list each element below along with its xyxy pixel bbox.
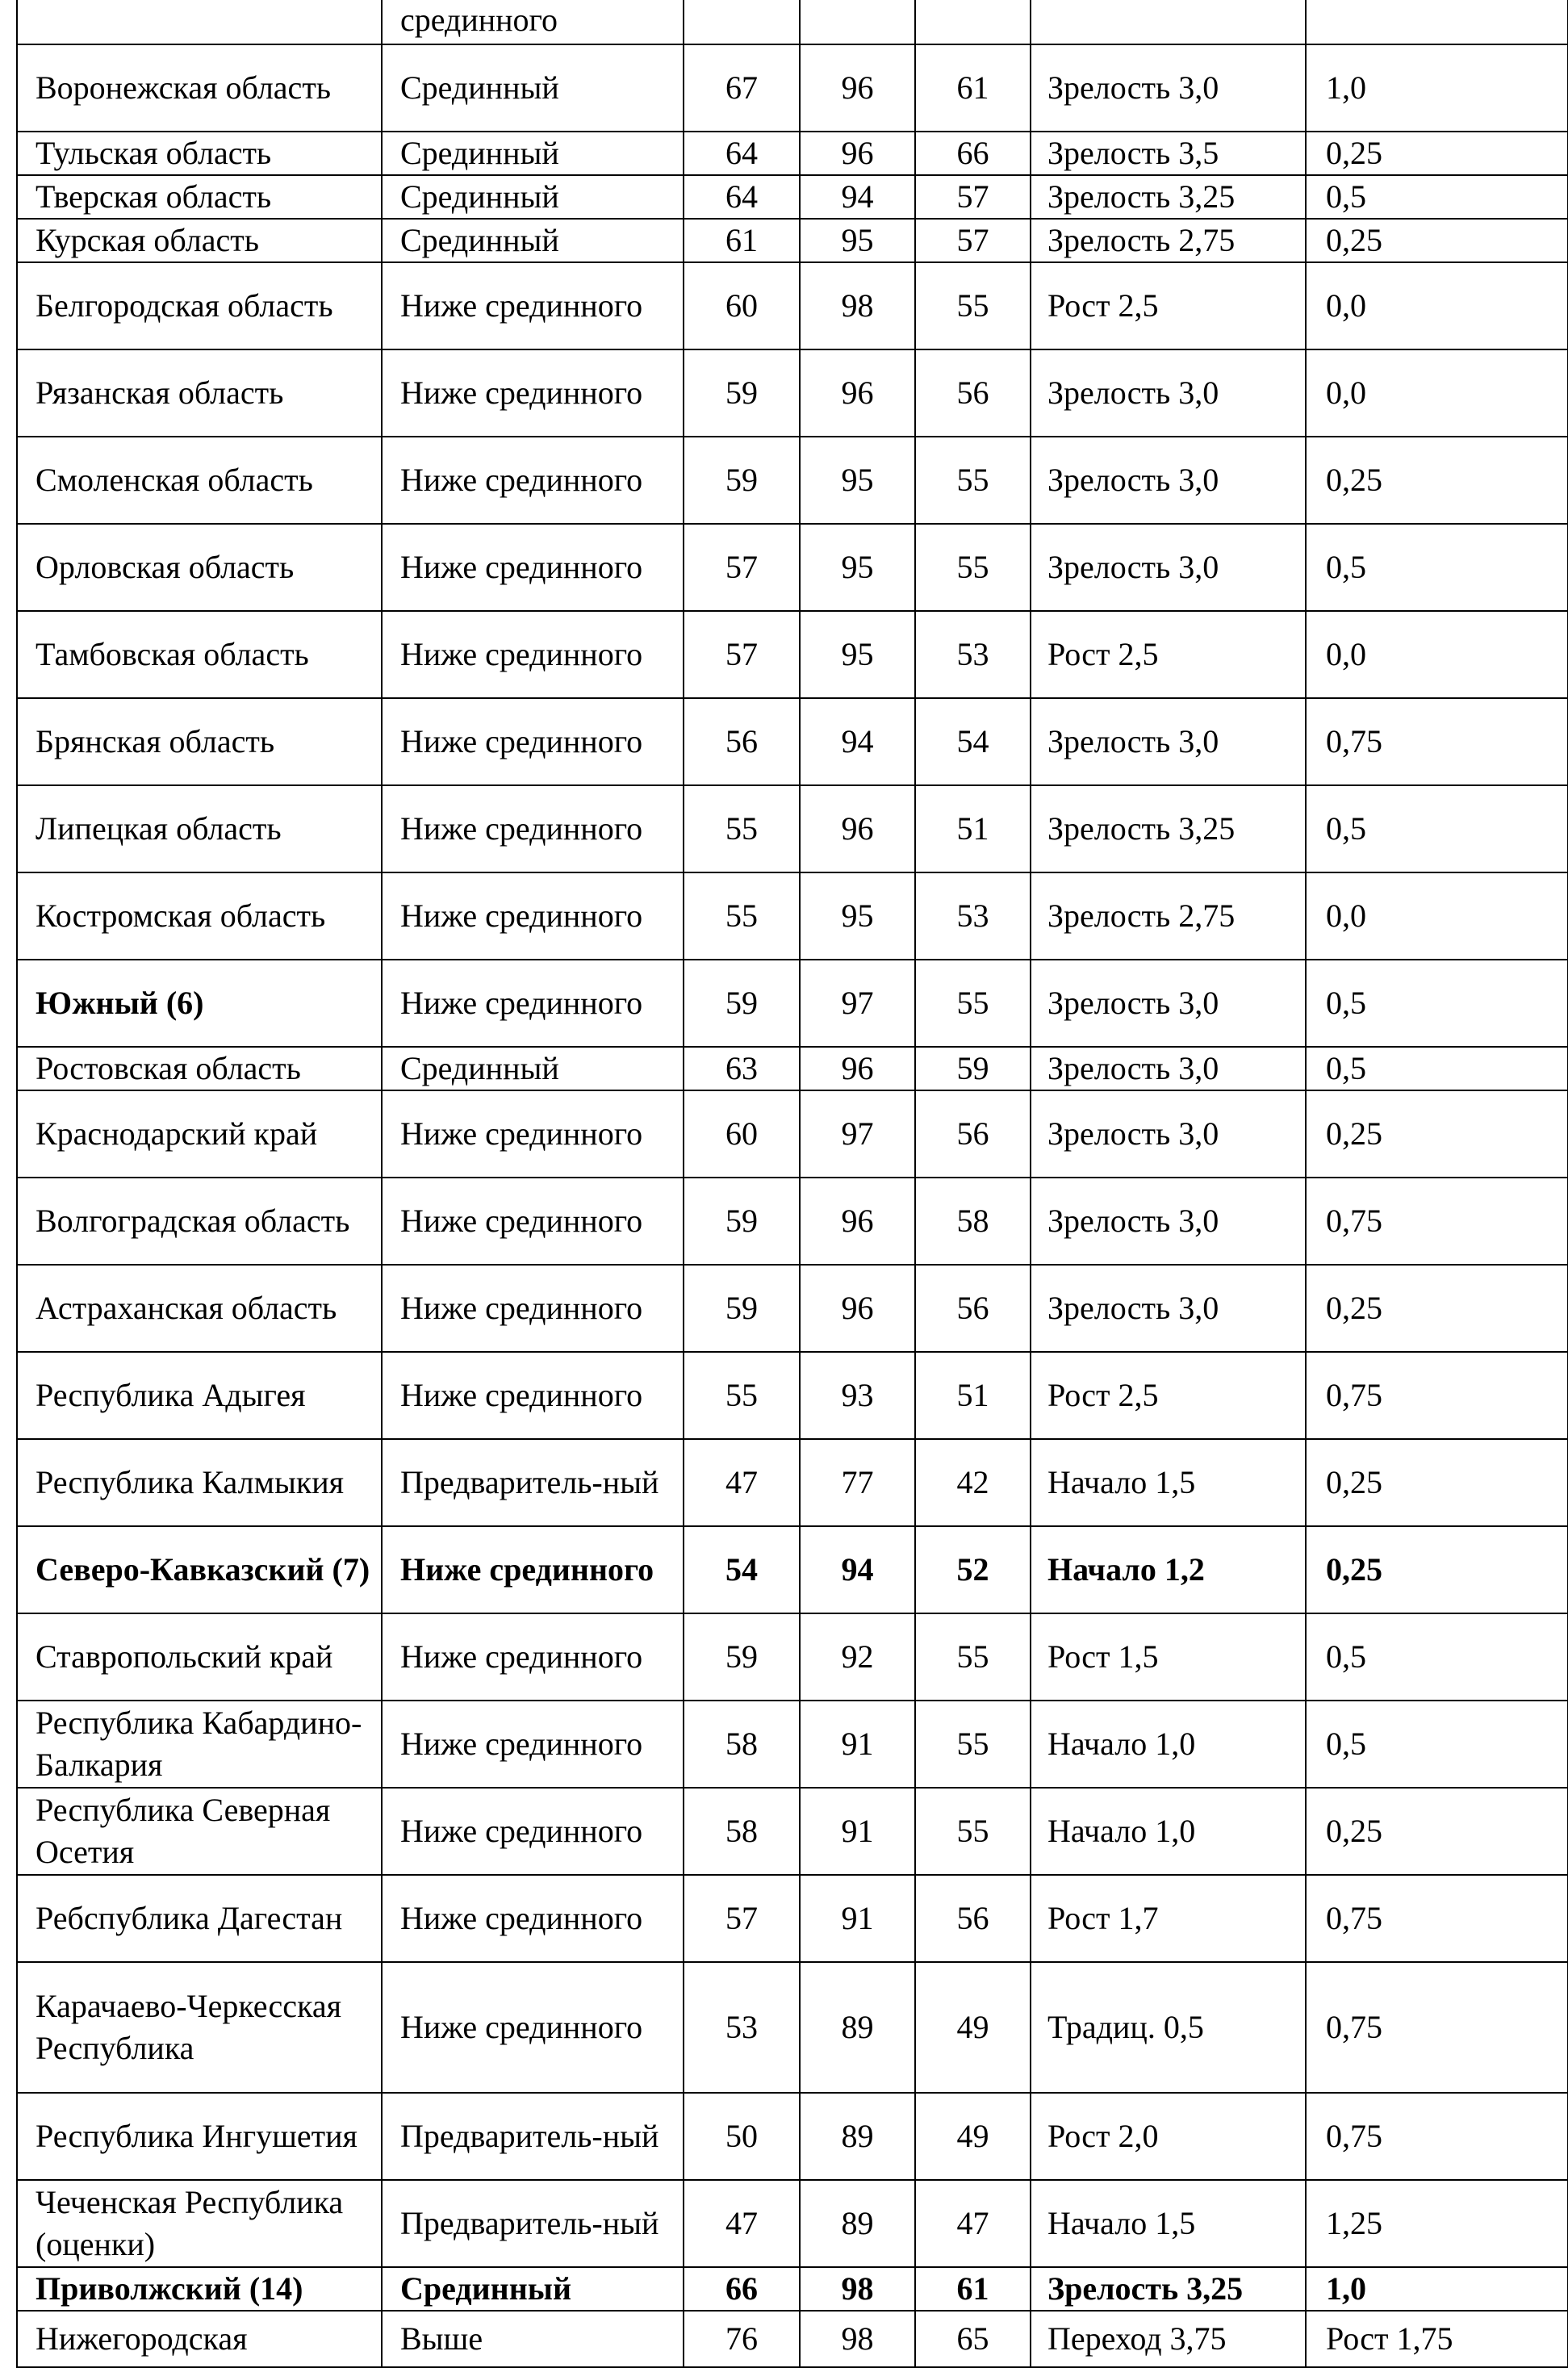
level-cell: Ниже срединного xyxy=(382,1526,684,1613)
stage-cell: Зрелость 3,0 xyxy=(1031,1265,1306,1352)
value1-cell: 61 xyxy=(684,219,800,262)
stage-cell: Зрелость 3,0 xyxy=(1031,44,1306,132)
value1-cell xyxy=(684,0,800,44)
last-cell: 0,25 xyxy=(1306,1090,1568,1178)
stage-cell: Начало 1,0 xyxy=(1031,1788,1306,1875)
level-cell: Срединный xyxy=(382,175,684,219)
level-cell: Выше xyxy=(382,2311,684,2367)
region-cell: Белгородская область xyxy=(17,262,382,349)
region-cell: Ростовская область xyxy=(17,1047,382,1090)
level-cell: Ниже срединного xyxy=(382,1962,684,2093)
level-cell: Ниже срединного xyxy=(382,1788,684,1875)
region-cell: Липецкая область xyxy=(17,785,382,872)
table-row xyxy=(17,1352,1568,1439)
value2-cell: 91 xyxy=(800,1701,915,1788)
last-cell: 0,25 xyxy=(1306,1439,1568,1526)
table-row xyxy=(17,1875,1568,1962)
stage-cell: Рост 2,5 xyxy=(1031,262,1306,349)
last-cell: 0,5 xyxy=(1306,1613,1568,1701)
region-cell: Воронежская область xyxy=(17,44,382,132)
region-cell: Южный (6) xyxy=(17,960,382,1047)
last-cell: 0,25 xyxy=(1306,437,1568,524)
region-cell: Курская область xyxy=(17,219,382,262)
value3-cell: 54 xyxy=(915,698,1031,785)
table-row xyxy=(17,262,1568,349)
value1-cell: 54 xyxy=(684,1526,800,1613)
value2-cell: 96 xyxy=(800,132,915,175)
stage-cell: Зрелость 3,25 xyxy=(1031,175,1306,219)
last-cell: 0,5 xyxy=(1306,1701,1568,1788)
level-cell: Ниже срединного xyxy=(382,524,684,611)
table-row xyxy=(17,524,1568,611)
value3-cell: 49 xyxy=(915,2093,1031,2180)
table-row xyxy=(17,698,1568,785)
value2-cell: 96 xyxy=(800,1265,915,1352)
level-cell: Предваритель-ный xyxy=(382,2180,684,2267)
level-cell: Ниже срединного xyxy=(382,1875,684,1962)
value2-cell: 89 xyxy=(800,2180,915,2267)
level-cell: Предваритель-ный xyxy=(382,1439,684,1526)
level-cell: Срединный xyxy=(382,2267,684,2311)
table-row xyxy=(17,611,1568,698)
value2-cell: 97 xyxy=(800,960,915,1047)
table-row xyxy=(17,960,1568,1047)
region-cell: Республика Ингушетия xyxy=(17,2093,382,2180)
value2-cell: 96 xyxy=(800,349,915,437)
value2-cell: 96 xyxy=(800,1178,915,1265)
value1-cell: 76 xyxy=(684,2311,800,2367)
table-row xyxy=(17,872,1568,960)
last-cell: 0,5 xyxy=(1306,785,1568,872)
level-cell: срединного xyxy=(382,0,684,44)
stage-cell: Переход 3,75 xyxy=(1031,2311,1306,2367)
stage-cell: Зрелость 3,0 xyxy=(1031,698,1306,785)
stage-cell: Зрелость 3,0 xyxy=(1031,960,1306,1047)
region-cell: Карачаево-Черкесская Республика xyxy=(17,1962,382,2093)
last-cell: 0,75 xyxy=(1306,1352,1568,1439)
region-cell: Тамбовская область xyxy=(17,611,382,698)
value2-cell: 97 xyxy=(800,1090,915,1178)
last-cell: 0,25 xyxy=(1306,1526,1568,1613)
value3-cell: 56 xyxy=(915,1265,1031,1352)
level-cell: Срединный xyxy=(382,44,684,132)
stage-cell: Рост 1,5 xyxy=(1031,1613,1306,1701)
table-row xyxy=(17,1439,1568,1526)
value1-cell: 57 xyxy=(684,1875,800,1962)
level-cell: Срединный xyxy=(382,1047,684,1090)
value3-cell: 55 xyxy=(915,262,1031,349)
last-cell: 1,0 xyxy=(1306,44,1568,132)
last-cell: 0,25 xyxy=(1306,219,1568,262)
value2-cell: 98 xyxy=(800,2267,915,2311)
value1-cell: 50 xyxy=(684,2093,800,2180)
level-cell: Ниже срединного xyxy=(382,1613,684,1701)
last-cell: 0,5 xyxy=(1306,524,1568,611)
table-row xyxy=(17,2093,1568,2180)
stage-cell: Рост 2,0 xyxy=(1031,2093,1306,2180)
stage-cell: Рост 2,5 xyxy=(1031,1352,1306,1439)
region-cell: Смоленская область xyxy=(17,437,382,524)
value3-cell: 53 xyxy=(915,872,1031,960)
last-cell: 0,0 xyxy=(1306,611,1568,698)
value1-cell: 57 xyxy=(684,611,800,698)
stage-cell: Традиц. 0,5 xyxy=(1031,1962,1306,2093)
value1-cell: 64 xyxy=(684,175,800,219)
value1-cell: 63 xyxy=(684,1047,800,1090)
level-cell: Ниже срединного xyxy=(382,1090,684,1178)
value1-cell: 59 xyxy=(684,349,800,437)
table-body xyxy=(17,0,1568,2367)
region-cell: Приволжский (14) xyxy=(17,2267,382,2311)
stage-cell: Зрелость 3,25 xyxy=(1031,2267,1306,2311)
level-cell: Ниже срединного xyxy=(382,698,684,785)
value3-cell xyxy=(915,0,1031,44)
value2-cell: 93 xyxy=(800,1352,915,1439)
level-cell: Ниже срединного xyxy=(382,1178,684,1265)
stage-cell: Зрелость 2,75 xyxy=(1031,872,1306,960)
table-row xyxy=(17,1526,1568,1613)
table-row xyxy=(17,175,1568,219)
value2-cell: 96 xyxy=(800,785,915,872)
level-cell: Срединный xyxy=(382,132,684,175)
last-cell: 0,75 xyxy=(1306,698,1568,785)
value2-cell: 89 xyxy=(800,2093,915,2180)
region-cell: Астраханская область xyxy=(17,1265,382,1352)
last-cell xyxy=(1306,0,1568,44)
table-row xyxy=(17,437,1568,524)
level-cell: Ниже срединного xyxy=(382,960,684,1047)
table-row xyxy=(17,349,1568,437)
table-row xyxy=(17,1265,1568,1352)
last-cell: 1,25 xyxy=(1306,2180,1568,2267)
value3-cell: 55 xyxy=(915,437,1031,524)
table-row xyxy=(17,1788,1568,1875)
stage-cell: Зрелость 3,0 xyxy=(1031,1178,1306,1265)
value3-cell: 55 xyxy=(915,1788,1031,1875)
value3-cell: 57 xyxy=(915,219,1031,262)
last-cell: 0,25 xyxy=(1306,1788,1568,1875)
region-cell: Тульская область xyxy=(17,132,382,175)
value3-cell: 56 xyxy=(915,1875,1031,1962)
table-row xyxy=(17,44,1568,132)
value1-cell: 58 xyxy=(684,1701,800,1788)
last-cell: 0,0 xyxy=(1306,349,1568,437)
region-cell: Республика Северная Осетия xyxy=(17,1788,382,1875)
level-cell: Ниже срединного xyxy=(382,262,684,349)
value1-cell: 60 xyxy=(684,262,800,349)
value3-cell: 61 xyxy=(915,44,1031,132)
level-cell: Предваритель-ный xyxy=(382,2093,684,2180)
stage-cell: Зрелость 3,0 xyxy=(1031,524,1306,611)
last-cell: 0,5 xyxy=(1306,960,1568,1047)
value1-cell: 67 xyxy=(684,44,800,132)
value3-cell: 57 xyxy=(915,175,1031,219)
value2-cell: 91 xyxy=(800,1875,915,1962)
stage-cell: Начало 1,5 xyxy=(1031,1439,1306,1526)
region-cell: Волгоградская область xyxy=(17,1178,382,1265)
value2-cell: 89 xyxy=(800,1962,915,2093)
value3-cell: 55 xyxy=(915,1701,1031,1788)
last-cell: 0,75 xyxy=(1306,1962,1568,2093)
value3-cell: 42 xyxy=(915,1439,1031,1526)
stage-cell: Зрелость 3,25 xyxy=(1031,785,1306,872)
last-cell: Рост 1,75 xyxy=(1306,2311,1568,2367)
value1-cell: 66 xyxy=(684,2267,800,2311)
value3-cell: 51 xyxy=(915,785,1031,872)
value1-cell: 59 xyxy=(684,1613,800,1701)
value1-cell: 59 xyxy=(684,1178,800,1265)
stage-cell: Начало 1,5 xyxy=(1031,2180,1306,2267)
value1-cell: 53 xyxy=(684,1962,800,2093)
table-row xyxy=(17,1701,1568,1788)
stage-cell: Зрелость 3,5 xyxy=(1031,132,1306,175)
table-row xyxy=(17,2267,1568,2311)
table-row xyxy=(17,785,1568,872)
table-row xyxy=(17,132,1568,175)
value2-cell: 94 xyxy=(800,175,915,219)
value2-cell: 92 xyxy=(800,1613,915,1701)
last-cell: 0,25 xyxy=(1306,1265,1568,1352)
level-cell: Ниже срединного xyxy=(382,1265,684,1352)
value1-cell: 55 xyxy=(684,785,800,872)
region-cell xyxy=(17,0,382,44)
stage-cell: Зрелость 3,0 xyxy=(1031,1090,1306,1178)
level-cell: Срединный xyxy=(382,219,684,262)
level-cell: Ниже срединного xyxy=(382,785,684,872)
table-row xyxy=(17,219,1568,262)
region-cell: Рязанская область xyxy=(17,349,382,437)
region-cell: Ставропольский край xyxy=(17,1613,382,1701)
last-cell: 0,25 xyxy=(1306,132,1568,175)
region-cell: Республика Калмыкия xyxy=(17,1439,382,1526)
value3-cell: 55 xyxy=(915,1613,1031,1701)
level-cell: Ниже срединного xyxy=(382,349,684,437)
last-cell: 0,75 xyxy=(1306,1178,1568,1265)
stage-cell: Рост 2,5 xyxy=(1031,611,1306,698)
value1-cell: 55 xyxy=(684,1352,800,1439)
table-row xyxy=(17,1613,1568,1701)
level-cell: Ниже срединного xyxy=(382,1701,684,1788)
level-cell: Ниже срединного xyxy=(382,437,684,524)
value1-cell: 64 xyxy=(684,132,800,175)
value1-cell: 58 xyxy=(684,1788,800,1875)
table-row xyxy=(17,1047,1568,1090)
table-row xyxy=(17,1962,1568,2093)
value1-cell: 57 xyxy=(684,524,800,611)
value3-cell: 61 xyxy=(915,2267,1031,2311)
value1-cell: 47 xyxy=(684,2180,800,2267)
value1-cell: 47 xyxy=(684,1439,800,1526)
table-row xyxy=(17,1090,1568,1178)
value2-cell: 95 xyxy=(800,872,915,960)
value3-cell: 49 xyxy=(915,1962,1031,2093)
table-row xyxy=(17,2311,1568,2367)
last-cell: 0,0 xyxy=(1306,262,1568,349)
stage-cell: Начало 1,0 xyxy=(1031,1701,1306,1788)
region-cell: Тверская область xyxy=(17,175,382,219)
stage-cell: Зрелость 3,0 xyxy=(1031,437,1306,524)
last-cell: 0,75 xyxy=(1306,1875,1568,1962)
table-row xyxy=(17,0,1568,44)
value3-cell: 55 xyxy=(915,960,1031,1047)
value2-cell: 96 xyxy=(800,44,915,132)
value2-cell: 94 xyxy=(800,1526,915,1613)
table-row xyxy=(17,1178,1568,1265)
value2-cell: 91 xyxy=(800,1788,915,1875)
region-cell: Республика Адыгея xyxy=(17,1352,382,1439)
value3-cell: 55 xyxy=(915,524,1031,611)
value1-cell: 59 xyxy=(684,437,800,524)
region-cell: Ребспублика Дагестан xyxy=(17,1875,382,1962)
last-cell: 0,75 xyxy=(1306,2093,1568,2180)
region-cell: Костромская область xyxy=(17,872,382,960)
stage-cell: Зрелость 3,0 xyxy=(1031,349,1306,437)
value1-cell: 59 xyxy=(684,1265,800,1352)
stage-cell xyxy=(1031,0,1306,44)
value2-cell: 96 xyxy=(800,1047,915,1090)
region-cell: Краснодарский край xyxy=(17,1090,382,1178)
last-cell: 1,0 xyxy=(1306,2267,1568,2311)
last-cell: 0,5 xyxy=(1306,175,1568,219)
value2-cell: 95 xyxy=(800,611,915,698)
value2-cell xyxy=(800,0,915,44)
value3-cell: 65 xyxy=(915,2311,1031,2367)
level-cell: Ниже срединного xyxy=(382,872,684,960)
value2-cell: 95 xyxy=(800,524,915,611)
region-cell: Брянская область xyxy=(17,698,382,785)
regions-table xyxy=(16,0,1568,2368)
value3-cell: 53 xyxy=(915,611,1031,698)
level-cell: Ниже срединного xyxy=(382,1352,684,1439)
level-cell: Ниже срединного xyxy=(382,611,684,698)
last-cell: 0,5 xyxy=(1306,1047,1568,1090)
value2-cell: 98 xyxy=(800,2311,915,2367)
value1-cell: 55 xyxy=(684,872,800,960)
region-cell: Орловская область xyxy=(17,524,382,611)
stage-cell: Зрелость 2,75 xyxy=(1031,219,1306,262)
value2-cell: 95 xyxy=(800,437,915,524)
region-cell: Северо-Кавказский (7) xyxy=(17,1526,382,1613)
stage-cell: Начало 1,2 xyxy=(1031,1526,1306,1613)
table-row xyxy=(17,2180,1568,2267)
value2-cell: 95 xyxy=(800,219,915,262)
value3-cell: 52 xyxy=(915,1526,1031,1613)
value3-cell: 58 xyxy=(915,1178,1031,1265)
value3-cell: 66 xyxy=(915,132,1031,175)
stage-cell: Зрелость 3,0 xyxy=(1031,1047,1306,1090)
value3-cell: 56 xyxy=(915,349,1031,437)
value3-cell: 59 xyxy=(915,1047,1031,1090)
value3-cell: 56 xyxy=(915,1090,1031,1178)
value2-cell: 77 xyxy=(800,1439,915,1526)
value1-cell: 56 xyxy=(684,698,800,785)
stage-cell: Рост 1,7 xyxy=(1031,1875,1306,1962)
value3-cell: 51 xyxy=(915,1352,1031,1439)
value2-cell: 98 xyxy=(800,262,915,349)
region-cell: Чеченская Республика (оценки) xyxy=(17,2180,382,2267)
value1-cell: 59 xyxy=(684,960,800,1047)
value1-cell: 60 xyxy=(684,1090,800,1178)
value3-cell: 47 xyxy=(915,2180,1031,2267)
value2-cell: 94 xyxy=(800,698,915,785)
region-cell: Нижегородская xyxy=(17,2311,382,2367)
last-cell: 0,0 xyxy=(1306,872,1568,960)
region-cell: Республика Кабардино-Балкария xyxy=(17,1701,382,1788)
